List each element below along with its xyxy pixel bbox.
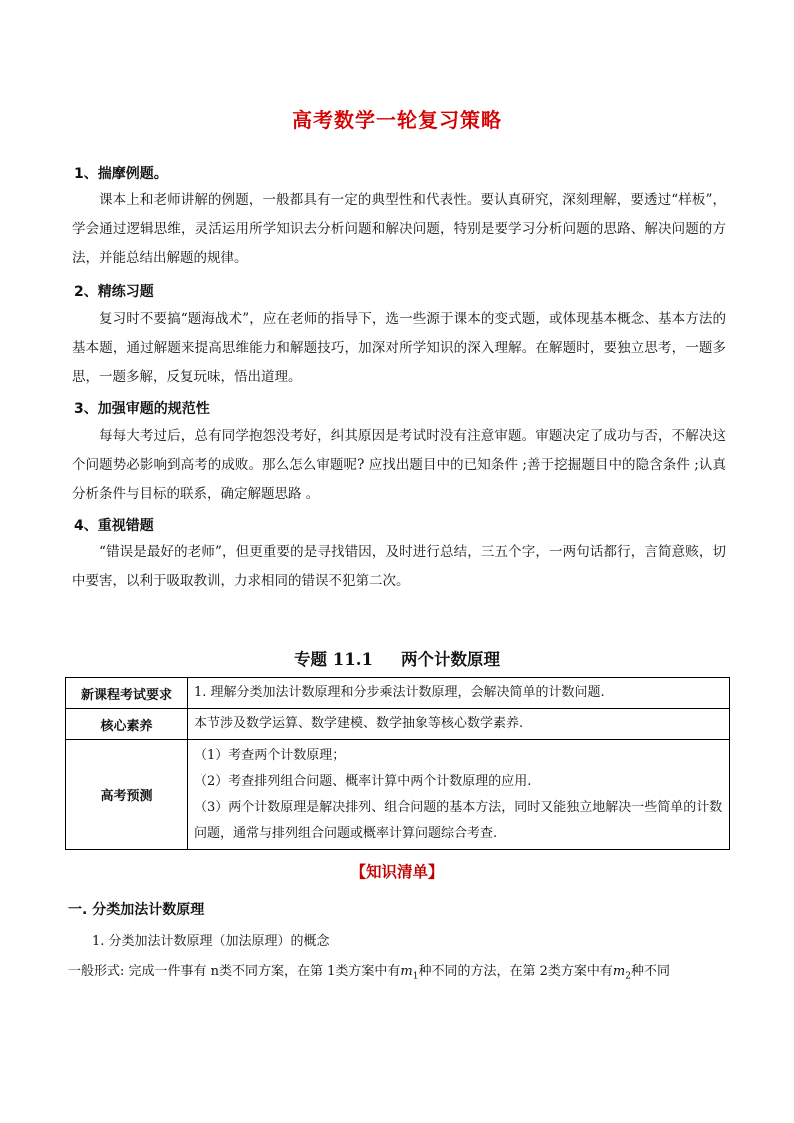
table-row-value [188,740,730,850]
var-m: m [400,964,413,979]
table-line: 本节涉及数学运算、数学建模、数学抽象等核心数学素养. [194,716,524,731]
general-form-line [68,960,738,982]
section-heading-4: 4、重视错题 [74,518,154,534]
concept-line: 1. 分类加法计数原理（加法原理）的概念 [92,934,330,949]
section-body-3: 每每大考过后，总有同学抱怨没考好，纠其原因是考试时没有注意审题。审题决定了成功与否，不解决这个问题势必影响到高考的成败。那么怎么审题呢? 应找出题目中的已知条件 ;善于挖掘题目中的隐含条件 ;认真分析条件与目标的联系，确定解题思路 。 [72,428,726,502]
table-row [66,709,730,740]
section-body-4: “错误是最好的老师”，但更重要的是寻找错因，及时进行总结，三五个字，一两句话都行，言简意赅，切中要害，以利于吸取教训，力求相同的错误不犯第二次。 [72,544,726,589]
table-row [66,740,730,850]
table-line: （2）考查排列组合问题、概率计算中两个计数原理的应用. [194,773,532,789]
table-row [66,678,730,709]
table-line: （1）考查两个计数原理； [194,747,346,763]
table-row-value [188,709,730,740]
section-heading-1: 1、揣摩例题。 [74,166,168,182]
table-row-label: 核心素养 [66,709,188,740]
var-m: m [612,964,626,979]
page-title: 高考数学一轮复习策略 [292,108,502,132]
var-sub: 1 [412,971,419,982]
topic-title [0,646,794,670]
topic-name: 两个计数原理 [400,650,500,669]
requirements-table [65,677,730,850]
var-sub: 2 [625,971,631,982]
table-row-label: 高考预测 [66,740,188,850]
general-mid: 种不同的方法，在第 2类方案中有 [418,964,613,979]
table-row-label: 新课程考试要求 [66,678,188,709]
table-line: （3）两个计数原理是解决排列、组合问题的基本方法，同时又能独立地解决一些简单的计数问题，通常与排列组合问题或概率计算问题综合考查. [194,799,723,841]
general-tail: 种不同 [630,964,670,979]
section-body-2: 复习时不要搞“题海战术”，应在老师的指导下，选一些源于课本的变式题，或体现基本概念、基本方法的基本题，通过解题来提高思维能力和解题技巧，加深对所学知识的深入理解。在解题时，要独立思考，一题多思，一题多解，反复玩味，悟出道理。 [72,311,726,385]
table-row-value [188,678,730,709]
knowledge-heading: 【知识清单】 [350,862,444,881]
part-heading: 一. 分类加法计数原理 [68,902,205,918]
section-body-1: 课本上和老师讲解的例题，一般都具有一定的典型性和代表性。要认真研究，深刻理解，要透过“样板”，学会通过逻辑思维，灵活运用所学知识去分析问题和解决问题，特别是要学习分析问题的思路、解决问题的方法，并能总结出解题的规律。 [72,192,726,266]
general-lead: 一般形式: 完成一件事有 n类不同方案，在第 1类方案中有 [68,964,401,979]
table-line: 1. 理解分类加法计数原理和分步乘法计数原理，会解决简单的计数问题. [194,685,605,700]
topic-number: 专题 11.1 [294,650,373,669]
section-heading-2: 2、精练习题 [74,284,154,300]
section-heading-3: 3、加强审题的规范性 [74,401,210,417]
